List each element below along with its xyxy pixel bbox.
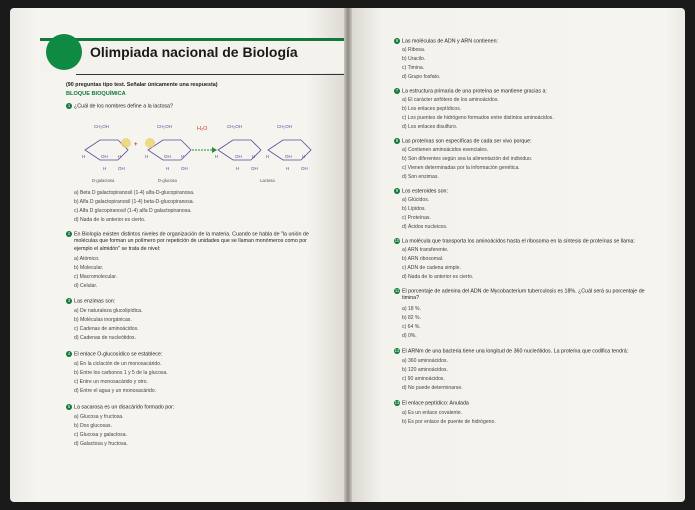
q13-option-b: b) Es por enlace de puente de hidrógeno. [402, 419, 496, 425]
q3-option-b: b) Moléculas inorgánicas. [74, 317, 132, 323]
open-book [10, 8, 685, 502]
q12-option-b: b) 120 aminoácidos. [402, 367, 448, 373]
q9-option-d: d) Ácidos nucleicos. [402, 224, 448, 230]
q9-option-c: c) Proteínas. [402, 215, 431, 221]
oh-highlight-1 [121, 138, 131, 148]
q3-option-c: c) Cadenas de aminoácidos. [74, 326, 139, 332]
q10-option-b: b) ARN ribosomal. [402, 256, 444, 262]
svg-text:OH: OH [251, 166, 258, 171]
svg-text:H: H [103, 166, 107, 171]
svg-text:CH₂OH: CH₂OH [277, 124, 292, 129]
q3-option-d: d) Cadenas de nucleótidos. [74, 335, 137, 341]
q12-option-d: d) No puede determinarse. [402, 385, 463, 391]
q2-option-a: a) Atómico. [74, 256, 100, 262]
q7-option-b: b) Los enlaces peptídicos. [402, 106, 462, 112]
book-spine [344, 8, 352, 502]
q7-option-c: c) Los puentes de hidrógeno formados entre distintos aminoácidos. [402, 115, 554, 121]
q9-option-b: b) Lípidos. [402, 206, 426, 212]
question-2-line-2: moléculas que forman un polímero por repetición de unidades que se llaman monómeros como por [74, 238, 307, 244]
q5-option-a: a) Glucosa y fructosa. [74, 414, 124, 420]
question-3: 3 Las enzimas son: [67, 298, 116, 305]
q2-option-c: c) Macromolecular. [74, 274, 118, 280]
question-4: 4 El enlace O-glucosídico se establece: [67, 351, 163, 358]
label-glucosa: D-glucosa [158, 178, 177, 183]
svg-text:H: H [145, 154, 149, 159]
q2-option-b: b) Molecular. [74, 265, 104, 271]
q11-option-a: a) 18 %. [402, 306, 421, 312]
question-13: 13 El enlace peptídico: Anulada [394, 400, 469, 407]
svg-text:+: + [134, 142, 138, 148]
svg-text:CH₂OH: CH₂OH [157, 124, 172, 129]
q6-option-a: a) Ribosa. [402, 47, 426, 53]
oh-highlight-2 [145, 138, 155, 148]
q6-option-d: d) Grupo fosfato. [402, 74, 441, 80]
q6-option-b: b) Uracilo. [402, 56, 426, 62]
svg-text:OH: OH [235, 154, 242, 159]
question-12: 12 El ARNm de una bacteria tiene una longitud de 360 nucleótidos. La proteína que codifica tendrá: [394, 348, 629, 355]
water-label: H₂O [197, 126, 208, 132]
q11-option-c: c) 64 %. [402, 324, 421, 330]
q1-option-d: d) Nada de lo anterior es cierto. [74, 217, 146, 223]
title-rule [76, 74, 344, 75]
question-9: 9 Los esteroides son: [395, 188, 448, 195]
svg-text:H: H [181, 154, 185, 159]
q11-option-d: d) 0%. [402, 333, 417, 339]
svg-text:H: H [215, 154, 219, 159]
question-11-line-2: timina? [402, 295, 420, 301]
question-7: 7 La estructura primaria de una proteína se mantiene gracias a: [395, 88, 547, 95]
svg-text:OH: OH [164, 154, 171, 159]
svg-text:CH₂OH: CH₂OH [94, 124, 109, 129]
svg-text:OH: OH [181, 166, 188, 171]
svg-text:OH: OH [101, 154, 108, 159]
q8-option-d: d) Son enzimas. [402, 174, 439, 180]
question-1: 1 ¿Cuál de los nombres define a la lactosa? [67, 103, 173, 110]
q2-option-d: d) Celular. [74, 283, 98, 289]
green-circle-logo [46, 34, 82, 70]
q8-option-c: c) Vienen determinadas por la información genética. [402, 165, 520, 171]
q4-option-b: b) Entre los carbonos 1 y 5 de la glucosa. [74, 370, 168, 376]
svg-text:CH₂OH: CH₂OH [227, 124, 242, 129]
svg-text:H: H [266, 154, 270, 159]
question-5: 5 La sacarosa es un disacárido formado por: [67, 404, 175, 411]
svg-text:OH: OH [285, 154, 292, 159]
q5-option-c: c) Glucosa y galactosa. [74, 432, 127, 438]
q7-option-a: a) El carácter anfótero de los aminoácidos. [402, 97, 499, 103]
instructions: (90 preguntas tipo test. Señalar únicamente una respuesta) [66, 82, 218, 88]
section-heading: BLOQUE BIOQUÍMICA [66, 91, 126, 97]
svg-text:H: H [166, 166, 170, 171]
q10-option-d: d) Nada de lo anterior es cierto. [402, 274, 474, 280]
q5-option-b: b) Dos glucosas. [74, 423, 112, 429]
right-page [348, 8, 685, 502]
svg-text:OH: OH [118, 166, 125, 171]
q1-option-b: b) Alfa D galactopiranosil (1-4) beta-D-glucopiranosa. [74, 199, 195, 205]
page-title: Olimpiada nacional de Biología [90, 44, 298, 60]
q4-option-a: a) En la ciclación de un monosacárido. [74, 361, 162, 367]
q8-option-a: a) Contienen aminoácidos esenciales. [402, 147, 489, 153]
q13-option-a: a) Es un enlace covalente. [402, 410, 463, 416]
svg-text:OH: OH [301, 166, 308, 171]
q12-option-a: a) 360 aminoácidos. [402, 358, 448, 364]
svg-text:H: H [252, 154, 256, 159]
question-10: 10 La molécula que transporta los aminoácidos hasta el ribosoma en la síntesis de proteínas se llama: [394, 238, 635, 245]
q3-option-a: a) De naturaleza glucolipídica. [74, 308, 143, 314]
q5-option-d: d) Galactosa y fructosa. [74, 441, 128, 447]
q9-option-a: a) Glúcidos. [402, 197, 430, 203]
label-lactosa: Lactosa [260, 178, 275, 183]
question-6: 6 Las moléculas de ADN y ARN contienen: [395, 38, 498, 45]
q8-option-b: b) Son diferentes según sea la alimentación del individuo. [402, 156, 533, 162]
svg-text:H: H [82, 154, 86, 159]
lactosa-diagram [70, 110, 320, 185]
q12-option-c: c) 90 aminoácidos. [402, 376, 445, 382]
left-page [10, 8, 347, 502]
question-2-line-3: ejemplo el almidón" se trata de nivel: [74, 246, 161, 252]
question-8: 8 Las proteínas son específicas de cada ser vivo porque: [395, 138, 532, 145]
q6-option-c: c) Timina. [402, 65, 425, 71]
q7-option-d: d) Los enlaces disulfuro. [402, 124, 458, 130]
question-2: 2 En Biología existen distintos niveles de organización de la materia. Cuando se habla de "la unión de [67, 231, 309, 238]
q4-option-c: c) Entre un monosacárido y otro. [74, 379, 148, 385]
q10-option-a: a) ARN transferente. [402, 247, 449, 253]
svg-text:H: H [302, 154, 306, 159]
q10-option-c: c) ADN de cadena simple. [402, 265, 461, 271]
question-11: 11 El porcentaje de adenina del ADN de Mycobacterium tuberculosis es 18%. ¿Cuál será su porcentaje de [394, 288, 645, 295]
svg-text:H: H [286, 166, 290, 171]
label-galactosa: D-galactosa [92, 178, 115, 183]
q11-option-b: b) 82 %. [402, 315, 421, 321]
q1-option-c: c) Alfa D glucopiranosil (1-4) alfa D galactopiranosa. [74, 208, 192, 214]
q4-option-d: d) Entre el agua y un monosacárido. [74, 388, 157, 394]
svg-text:H: H [118, 154, 122, 159]
q1-option-a: a) Beta D galactopiranosil (1-4) alfa-D-glucopiranosa. [74, 190, 195, 196]
svg-text:H: H [236, 166, 240, 171]
